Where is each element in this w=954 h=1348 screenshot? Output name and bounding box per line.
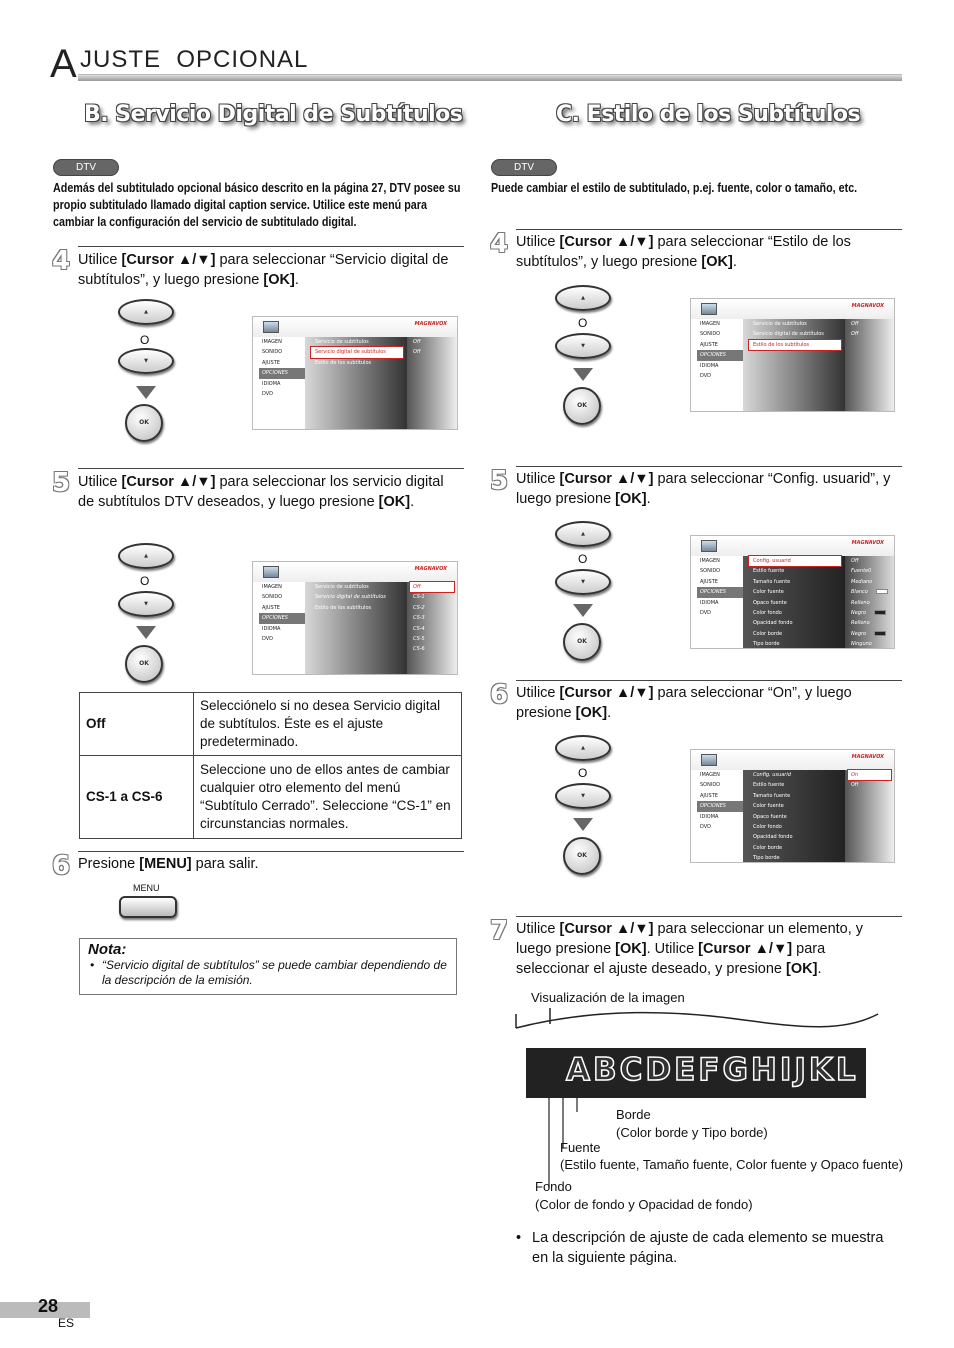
submenu-item: Estilo fuente: [753, 782, 785, 789]
cursor-down-button[interactable]: ▼: [555, 333, 611, 359]
menu-item: IDIOMA: [700, 813, 719, 820]
menu-item: IMAGEN: [262, 584, 282, 590]
brand-logo: MAGNAVOX: [414, 566, 447, 572]
options-table: [79, 692, 462, 839]
tv-icon: [263, 321, 279, 333]
setting-value: CS-1: [413, 594, 425, 601]
section-b-title: B. Servicio Digital de Subtítulos: [84, 102, 463, 127]
setting-value: Negro: [845, 608, 894, 618]
submenu-item: Config. usuarid: [749, 556, 841, 566]
menu-item: SONIDO: [700, 568, 721, 575]
menu-item: SONIDO: [700, 782, 721, 789]
submenu-item: Opacidad fondo: [753, 834, 793, 841]
setting-value: Off: [851, 321, 859, 327]
submenu-item: Color borde: [753, 630, 783, 637]
cursor-down-button[interactable]: ▼: [555, 783, 611, 809]
setting-value: Negro: [845, 629, 894, 639]
menu-screen: [690, 535, 895, 649]
page-number: 28: [38, 1296, 59, 1316]
setting-value: CS-5: [413, 635, 425, 642]
ok-button[interactable]: OK: [563, 387, 601, 425]
menu-item: IDIOMA: [700, 362, 719, 369]
menu-item: SONIDO: [700, 331, 721, 338]
divider: [78, 851, 464, 852]
submenu-item: Servicio digital de subtítulos: [311, 347, 403, 357]
menu-item: DVD: [700, 609, 712, 616]
step-number: 5: [490, 466, 509, 496]
setting-value: Relleno: [851, 620, 870, 627]
cursor-down-button[interactable]: ▼: [118, 348, 174, 374]
b-step4-text: Utilice [Cursor ▲/▼] para seleccionar “Servicio digital de subtítulos”, y luego presione [OK].: [78, 252, 449, 288]
option-key: CS-1 a CS-6: [80, 756, 194, 839]
setting-value: Fuente0: [851, 568, 872, 575]
menu-item: OPCIONES: [259, 613, 305, 623]
edge-sub-label: (Color borde y Tipo borde): [616, 1125, 768, 1140]
font-label: Fuente: [560, 1140, 601, 1155]
arrow-down-icon: [136, 626, 156, 639]
caption-diagram: [514, 1006, 884, 1206]
or-label: O: [140, 333, 150, 347]
page-title: JUSTE OPCIONAL: [80, 46, 309, 73]
step-number: 7: [490, 916, 509, 946]
ok-button[interactable]: OK: [125, 645, 163, 683]
arrow-down-icon: [573, 368, 593, 381]
submenu-item: Estilo fuente: [753, 568, 785, 575]
menu-item: IMAGEN: [700, 558, 720, 564]
menu-item: AJUSTE: [262, 359, 280, 366]
color-swatch: [874, 631, 886, 636]
setting-value: Off: [851, 782, 859, 789]
cursor-up-button[interactable]: ▲: [555, 735, 611, 761]
cursor-up-button[interactable]: ▲: [118, 299, 174, 325]
setting-value: Ninguno: [851, 641, 872, 648]
menu-screen: [252, 316, 458, 430]
menu-item: AJUSTE: [262, 604, 280, 611]
setting-value: Relleno: [851, 599, 870, 606]
submenu-item: Color fondo: [753, 609, 782, 616]
tv-icon: [263, 566, 279, 578]
language-label: ES: [58, 1316, 75, 1330]
menu-item: IDIOMA: [262, 380, 281, 387]
menu-button-label: MENU: [133, 883, 160, 893]
note-box: [79, 938, 457, 995]
tv-icon: [701, 303, 717, 315]
menu-item: IDIOMA: [700, 599, 719, 606]
submenu-item: Color fuente: [753, 589, 784, 596]
tv-icon: [701, 754, 717, 766]
brand-logo: MAGNAVOX: [414, 321, 447, 327]
submenu-item: Servicio digital de subtítulos: [315, 594, 386, 601]
menu-item: IMAGEN: [262, 339, 282, 345]
menu-screen: [690, 749, 895, 863]
divider: [516, 229, 902, 230]
submenu-item: Tamaño fuente: [753, 578, 791, 585]
arrow-down-icon: [573, 818, 593, 831]
cursor-up-button[interactable]: ▲: [555, 521, 611, 547]
ok-button[interactable]: OK: [563, 623, 601, 661]
submenu-item: Estilo de los subtítulos: [315, 604, 372, 611]
or-label: O: [578, 766, 588, 780]
divider: [78, 468, 464, 469]
menu-item: AJUSTE: [700, 792, 718, 799]
cursor-down-button[interactable]: ▼: [118, 591, 174, 617]
background-sub-label: (Color de fondo y Opacidad de fondo): [535, 1197, 753, 1212]
c-intro: Puede cambiar el estilo de subtitulado, p.ej. fuente, color o tamaño, etc.: [491, 181, 858, 195]
submenu-item: Opacidad fondo: [753, 620, 793, 627]
color-swatch: [876, 589, 888, 594]
submenu-item: Tamaño fuente: [753, 792, 791, 799]
menu-item: OPCIONES: [259, 368, 305, 378]
menu-item: OPCIONES: [697, 587, 743, 597]
divider: [516, 466, 902, 467]
menu-button[interactable]: [119, 896, 177, 918]
menu-item: IMAGEN: [700, 321, 720, 327]
setting-value: Off: [413, 349, 421, 356]
background-label: Fondo: [535, 1179, 572, 1194]
section-c-title: C. Estilo de los Subtítulos: [556, 102, 861, 127]
submenu-item: Servicio de subtítulos: [315, 584, 369, 590]
b-step5-text: Utilice [Cursor ▲/▼] para seleccionar los servicio digital de subtítulos DTV deseados, y luego presione [OK].: [78, 474, 444, 510]
table-row: [80, 693, 462, 756]
header-rule: [78, 74, 902, 81]
menu-item: AJUSTE: [700, 578, 718, 585]
b-step6-text: Presione [MENU] para salir.: [78, 856, 259, 872]
submenu-item: Opaco fuente: [753, 813, 787, 820]
dtv-badge: DTV: [53, 159, 119, 176]
menu-item: AJUSTE: [700, 341, 718, 348]
c-step6-text: Utilice [Cursor ▲/▼] para seleccionar “On”, y luego presione [OK].: [516, 685, 852, 721]
step-number: 4: [490, 229, 509, 259]
setting-value: Off: [413, 339, 421, 345]
submenu-item: Color fuente: [753, 803, 784, 810]
or-label: O: [578, 552, 588, 566]
step-number: 6: [490, 680, 509, 710]
menu-item: OPCIONES: [697, 350, 743, 360]
menu-screen: [252, 561, 458, 675]
or-label: O: [578, 316, 588, 330]
or-label: O: [140, 574, 150, 588]
menu-item: DVD: [700, 372, 712, 379]
dtv-badge: DTV: [491, 159, 557, 176]
setting-value: Off: [851, 331, 859, 338]
submenu-item: Opaco fuente: [753, 599, 787, 606]
setting-value: Off: [851, 558, 859, 564]
option-desc: Selecciónelo si no desea Servicio digital de subtítulos. Éste es el ajuste predeterminado.: [194, 693, 462, 756]
submenu-item: Servicio de subtítulos: [315, 339, 369, 345]
b-intro: Además del subtitulado opcional básico descrito en la página 27, DTV posee su propio subtitulado llamado digital caption service. Utilice este menú para cambiar la configuración del servicio de subtitulado digital.: [53, 181, 461, 229]
arrow-down-icon: [136, 386, 156, 399]
brand-logo: MAGNAVOX: [851, 754, 884, 760]
menu-item: DVD: [262, 635, 274, 642]
submenu-item: Config. usuarid: [753, 772, 791, 778]
brand-logo: MAGNAVOX: [851, 540, 884, 546]
step-number: 4: [52, 246, 71, 276]
submenu-item: Servicio digital de subtítulos: [753, 331, 824, 338]
header-initial: A: [50, 42, 77, 86]
setting-value: Blanco: [845, 587, 894, 597]
divider: [516, 680, 902, 681]
note-title: Nota:: [88, 941, 127, 958]
option-desc: Seleccione uno de ellos antes de cambiar cualquier otro elemento del menú “Subtítulo Cerrado”. Seleccione “CS-1” en circunstancias normales.: [194, 756, 462, 839]
edge-label: Borde: [616, 1107, 651, 1122]
submenu-item: Tipo borde: [753, 641, 780, 648]
setting-value: Mediano: [851, 578, 873, 585]
c-step7-text: Utilice [Cursor ▲/▼] para seleccionar un elemento, y luego presione [OK]. Utilice [Cursor ▲/▼] para seleccionar el ajuste deseado, y presione [OK].: [516, 921, 864, 977]
menu-item: SONIDO: [262, 594, 283, 601]
c-step4-text: Utilice [Cursor ▲/▼] para seleccionar “Estilo de los subtítulos”, y luego presione [OK].: [516, 234, 851, 270]
submenu-item: Estilo de los subtítulos: [315, 359, 372, 366]
setting-value: On: [848, 770, 891, 780]
menu-item: DVD: [262, 390, 274, 397]
tv-icon: [701, 540, 717, 552]
option-key: Off: [80, 693, 194, 756]
submenu-item: Tipo borde: [753, 855, 780, 862]
font-sub-label: (Estilo fuente, Tamaño fuente, Color fuente y Opaco fuente): [560, 1157, 904, 1172]
submenu-item: Servicio de subtítulos: [753, 321, 807, 327]
setting-value: CS-2: [413, 604, 425, 611]
menu-screen: [690, 298, 895, 412]
next-page-note: • La descripción de ajuste de cada elemento se muestra en la siguiente página.: [516, 1230, 884, 1266]
menu-item: DVD: [700, 823, 712, 830]
ok-button[interactable]: OK: [563, 837, 601, 875]
setting-value: CS-3: [413, 615, 425, 622]
cursor-down-button[interactable]: ▼: [555, 569, 611, 595]
divider: [78, 246, 464, 247]
color-swatch: [874, 610, 886, 615]
setting-value: Off: [410, 582, 454, 592]
arrow-down-icon: [573, 604, 593, 617]
submenu-item: Color fondo: [753, 823, 782, 830]
cursor-up-button[interactable]: ▲: [555, 285, 611, 311]
ok-button[interactable]: OK: [125, 404, 163, 442]
setting-value: CS-4: [413, 625, 425, 632]
step-number: 5: [52, 468, 71, 498]
divider: [516, 916, 902, 917]
menu-item: SONIDO: [262, 349, 283, 356]
menu-item: IDIOMA: [262, 625, 281, 632]
menu-item: OPCIONES: [697, 801, 743, 811]
c-step5-text: Utilice [Cursor ▲/▼] para seleccionar “Config. usuarid”, y luego presione [OK].: [516, 471, 891, 507]
caption-sample-text: ABCDEFGHIJKL: [566, 1052, 859, 1088]
setting-value: CS-6: [413, 646, 425, 653]
submenu-item: Estilo de los subtítulos: [749, 340, 841, 350]
cursor-up-button[interactable]: ▲: [118, 543, 174, 569]
menu-item: IMAGEN: [700, 772, 720, 778]
brand-logo: MAGNAVOX: [851, 303, 884, 309]
note-text: • “Servicio digital de subtítulos” se puede cambiar dependiendo de la descripción de la emisión.: [90, 958, 447, 987]
step-number: 6: [52, 851, 71, 881]
submenu-item: Color borde: [753, 844, 783, 851]
image-display-label: Visualización de la imagen: [531, 990, 685, 1005]
table-row: [80, 756, 462, 839]
